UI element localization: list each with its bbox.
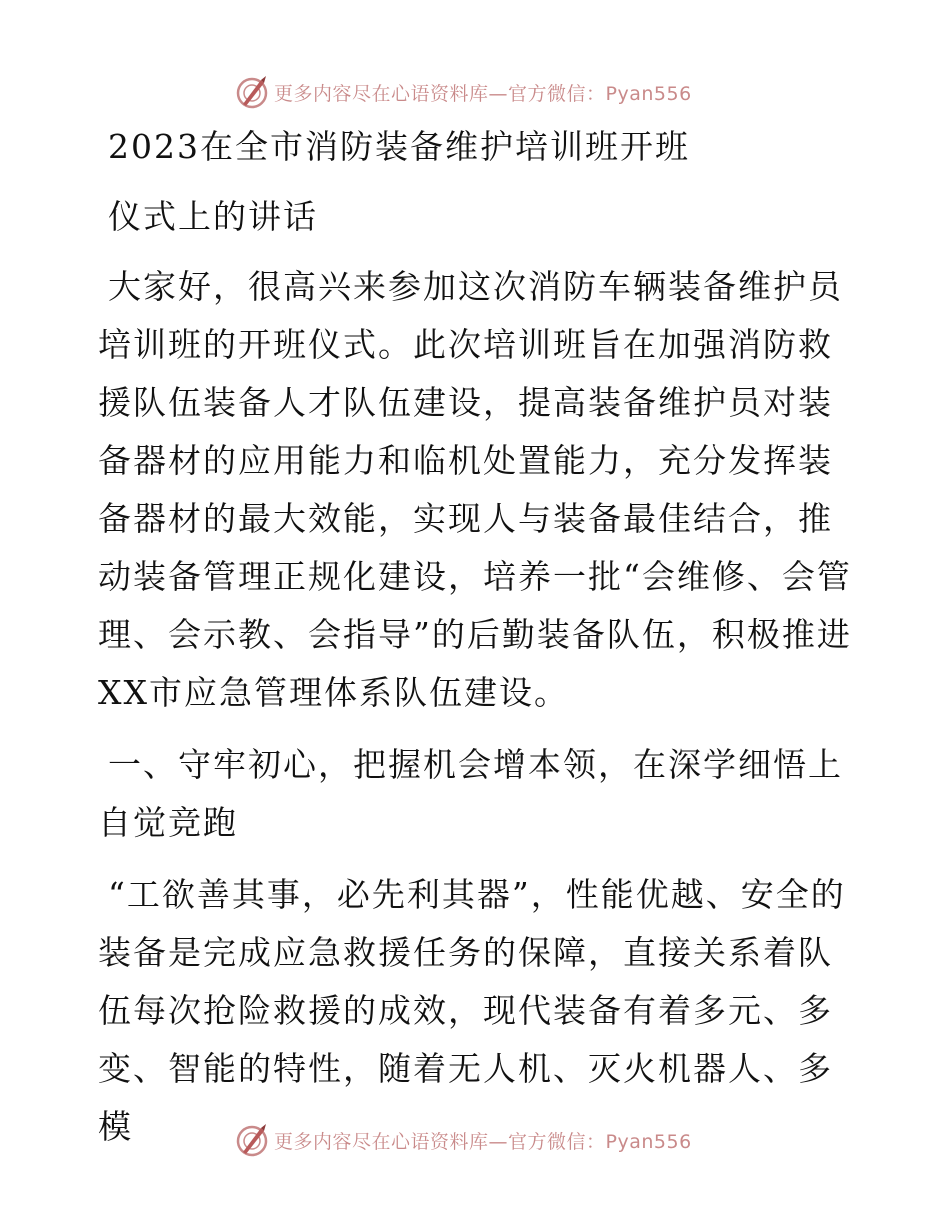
watermark-text: 更多内容尽在心语资料库—官方微信：Pyan556 xyxy=(274,1130,692,1153)
header-watermark xyxy=(234,72,692,112)
section-1-paragraph: “工欲善其事，必先利其器”，性能优越、安全的装备是完成应急救援任务的保障，直接关系着队伍每次抢险救援的成效，现代装备有着多元、多变、智能的特性，随着无人机、灭火机器人、多模 xyxy=(98,875,846,1146)
footer-watermark xyxy=(234,1120,692,1160)
watermark-text: 更多内容尽在心语资料库—官方微信：Pyan556 xyxy=(274,82,692,105)
document-title-line-2: 仪式上的讲话 xyxy=(108,197,318,236)
document-body xyxy=(98,118,858,1156)
quill-circle-logo-icon xyxy=(234,1122,270,1158)
intro-paragraph: 大家好，很高兴来参加这次消防车辆装备维护员培训班的开班仪式。此次培训班旨在加强消防救援队伍装备人才队伍建设，提高装备维护员对装备器材的应用能力和临机处置能力，充分发挥装备器材的最大效能，实现人与装备最佳结合，推动装备管理正规化建设，培养一批“会维修、会管理、会示教、会指导”的后勤装备队伍，积极推进XX市应急管理体系队伍建设。 xyxy=(98,267,852,712)
quill-circle-logo-icon xyxy=(234,74,270,110)
section-1-heading: 一、守牢初心，把握机会增本领，在深学细悟上自觉竞跑 xyxy=(98,745,843,842)
document-title-line-1: 2023在全市消防装备维护培训班开班 xyxy=(108,127,690,166)
